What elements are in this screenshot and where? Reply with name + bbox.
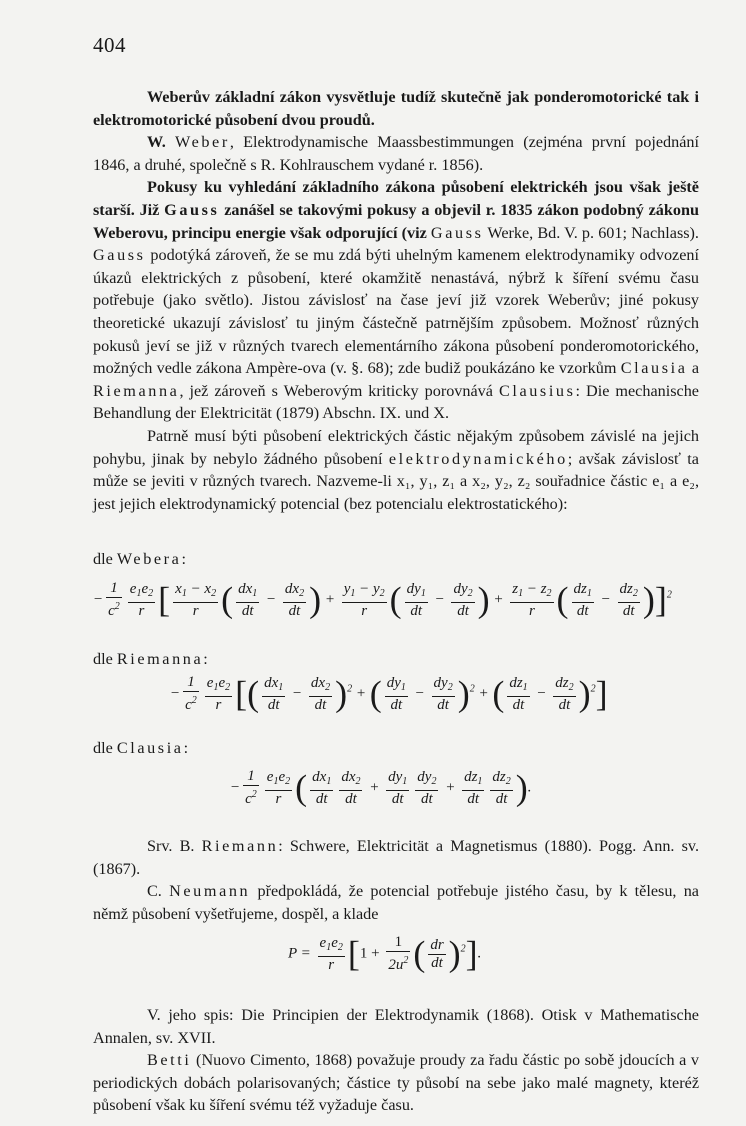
text-run: :	[203, 650, 208, 668]
text-run: C.	[147, 882, 170, 901]
text-run: W.	[147, 133, 175, 152]
author-riemann: Riemanna	[93, 381, 180, 400]
label-clausius	[93, 737, 188, 760]
paragraph-betti	[93, 1049, 699, 1117]
text-run: zanášel se takovými pokusy a objevil r. 1835 zákon podobný zákonu Weberovu, principu energie však odporující (viz	[93, 200, 699, 242]
body-text-top	[93, 86, 699, 515]
text-run: , jež zároveň s Weberovým kriticky porovnává	[179, 381, 499, 400]
body-text-middle	[93, 835, 699, 925]
paragraph-neumann	[93, 880, 699, 925]
term-electrodynamic: elektrodynamického	[388, 449, 568, 468]
text-run: : Die mechanische Behandlung der Elektricität (1879) Abschn. IX. und X.	[93, 381, 699, 423]
label-weber	[93, 548, 186, 571]
text-run: Srv. B.	[147, 837, 202, 855]
text-run: podotýká zároveň, že se mu zdá býti uhelným kamenem elektrodynamiky odvození úkazů elektrických z působení, které okamžitě nenastává, nýbrž k šíření svému času potřebuje (jako světlo). Jistou závislosť na čase jeví již vzorek Weberův; jiné pokusy theoretické ukazují závislosť tu jiným částečně patrnějším způsobem. Možnosť různých pokusů jeví se již v různých tvarech elementárního zákona působení ponderomotorického, možných vedle zákona Ampère-ova (v. §. 68); zde budiž poukázáno ke vzorkům	[93, 246, 699, 378]
author-neumann: Neumann	[169, 882, 251, 901]
author-clausius: Clausia	[620, 359, 688, 378]
text-run: a	[687, 359, 700, 378]
label-riemann	[93, 648, 208, 671]
author-riemann: Riemanna	[116, 650, 204, 668]
formula-riemann: − $\frac{1}{c^2}$ $\frac{e_1e_2}{r}$ [( $\frac{dx_1}{dt}$ − $\frac{dx_2}{dt}$ )$^2$ + ( $\frac{dy_1}{dt}$ − $\frac{dy_2}{dt}$ )$^2$ + ( $\frac{dz_1}{dt}$ − $\frac{dz_2}{dt}$ )$^2$]	[170, 673, 608, 714]
author-clausius: Clausius	[498, 381, 576, 400]
text-run: Patrně musí býti působení elektrických částic nějakým způsobem závislé na jejich pohybu, jinak by nebylo žádného působení	[93, 426, 699, 468]
text-run: Werke, Bd. V. p. 601; Nachlass).	[483, 223, 699, 242]
text-run: dle	[93, 550, 117, 568]
text-run: předpokládá, že potencial potřebuje jistého času, by k tělesu, na němž působení vyšetřujeme, dospěl, a klade	[93, 882, 699, 923]
author-gauss: Gauss	[430, 223, 484, 242]
page-number: 404	[93, 33, 126, 57]
formula-clausius: − $\frac{1}{c^2}$ $\frac{e_1e_2}{r}$ ( $\frac{dx_1}{dt}$ $\frac{dx_2}{dt}$ + $\frac{dy_1}{dt}$ $\frac{dy_2}{dt}$ + $\frac{dz_1}{dt}$ $\frac{dz_2}{dt}$ ).	[230, 767, 532, 808]
paragraph-weber-ref	[93, 131, 699, 176]
text-run: dle	[93, 739, 117, 757]
author-gauss: Gauss	[164, 200, 220, 219]
paragraph-weber-law: Weberův základní zákon vysvětluje tudíž skutečně jak ponderomotorické tak i elektromotorické působení dvou proudů.	[93, 88, 699, 129]
paragraph-gauss	[93, 176, 699, 425]
body-text-bottom	[93, 1004, 699, 1117]
paragraph-neumann-ref: V. jeho spis: Die Principien der Elektrodynamik (1868). Otisk v Mathematische Annalen, sv. XVII.	[93, 1006, 699, 1047]
text-run: :	[183, 739, 189, 757]
author-gauss: Gauss	[93, 246, 146, 265]
text-run: :	[181, 550, 186, 568]
text-run: dle	[93, 650, 117, 668]
text-run: Pokusy ku vyhledání základního zákona působení elektrickéh jsou však ještě starší. Již	[93, 178, 699, 219]
author-weber: Weber	[174, 133, 230, 152]
author-riemann: Riemann	[201, 837, 279, 855]
text-run: ; avšak závislosť ta může se jeviti v různých tvarech. Nazveme-li x₁, y₁, z₁ a x₂, y₂, z₂ souřadnice částic e₁ a e₂, jest jejich elektrodynamický potencial (bez potencialu elektrostatického):	[93, 449, 699, 513]
paragraph-riemann-ref	[93, 835, 699, 880]
author-clausius: Clausia	[116, 739, 184, 757]
text-run: , Elektrodynamische Maassbestimmungen (zejména první pojednání 1846, a druhé, společně s R. Kohlrauschem vydané r. 1856).	[93, 133, 699, 174]
text-run: : Schwere, Elektricität a Magnetismus (1880). Pogg. Ann. sv. (1867).	[93, 837, 699, 878]
author-weber: Webera	[116, 550, 182, 568]
paragraph-dependence	[93, 425, 699, 515]
author-betti: Betti	[147, 1051, 192, 1070]
formula-weber: − $\frac{1}{c^2}$ $\frac{e_1e_2}{r}$ [ $\frac{x_1 - x_2}{r}$ ( $\frac{dx_1}{dt}$ − $\frac{dx_2}{dt}$ ) + $\frac{y_1 - y_2}{r}$ ( $\frac{dy_1}{dt}$ − $\frac{dy_2}{dt}$ ) + $\frac{z_1 - z_2}{r}$ ( $\frac{dz_1}{dt}$ − $\frac{dz_2}{dt}$ )]$^2$	[93, 579, 672, 620]
text-run: (Nuovo Cimento, 1868) považuje proudy za řadu částic po sobě jdoucích a v periodických dobách polarisovaných; částice ty působí na sebe jako malé magnety, kteréž působení však ku šíření svému též vyžaduje času.	[93, 1051, 699, 1115]
formula-neumann: P = $\frac{e_1e_2}{r}$ [1 + $\frac{1}{2u^2}$ ( $\frac{dr}{dt}$ )$^2$].	[288, 933, 482, 974]
